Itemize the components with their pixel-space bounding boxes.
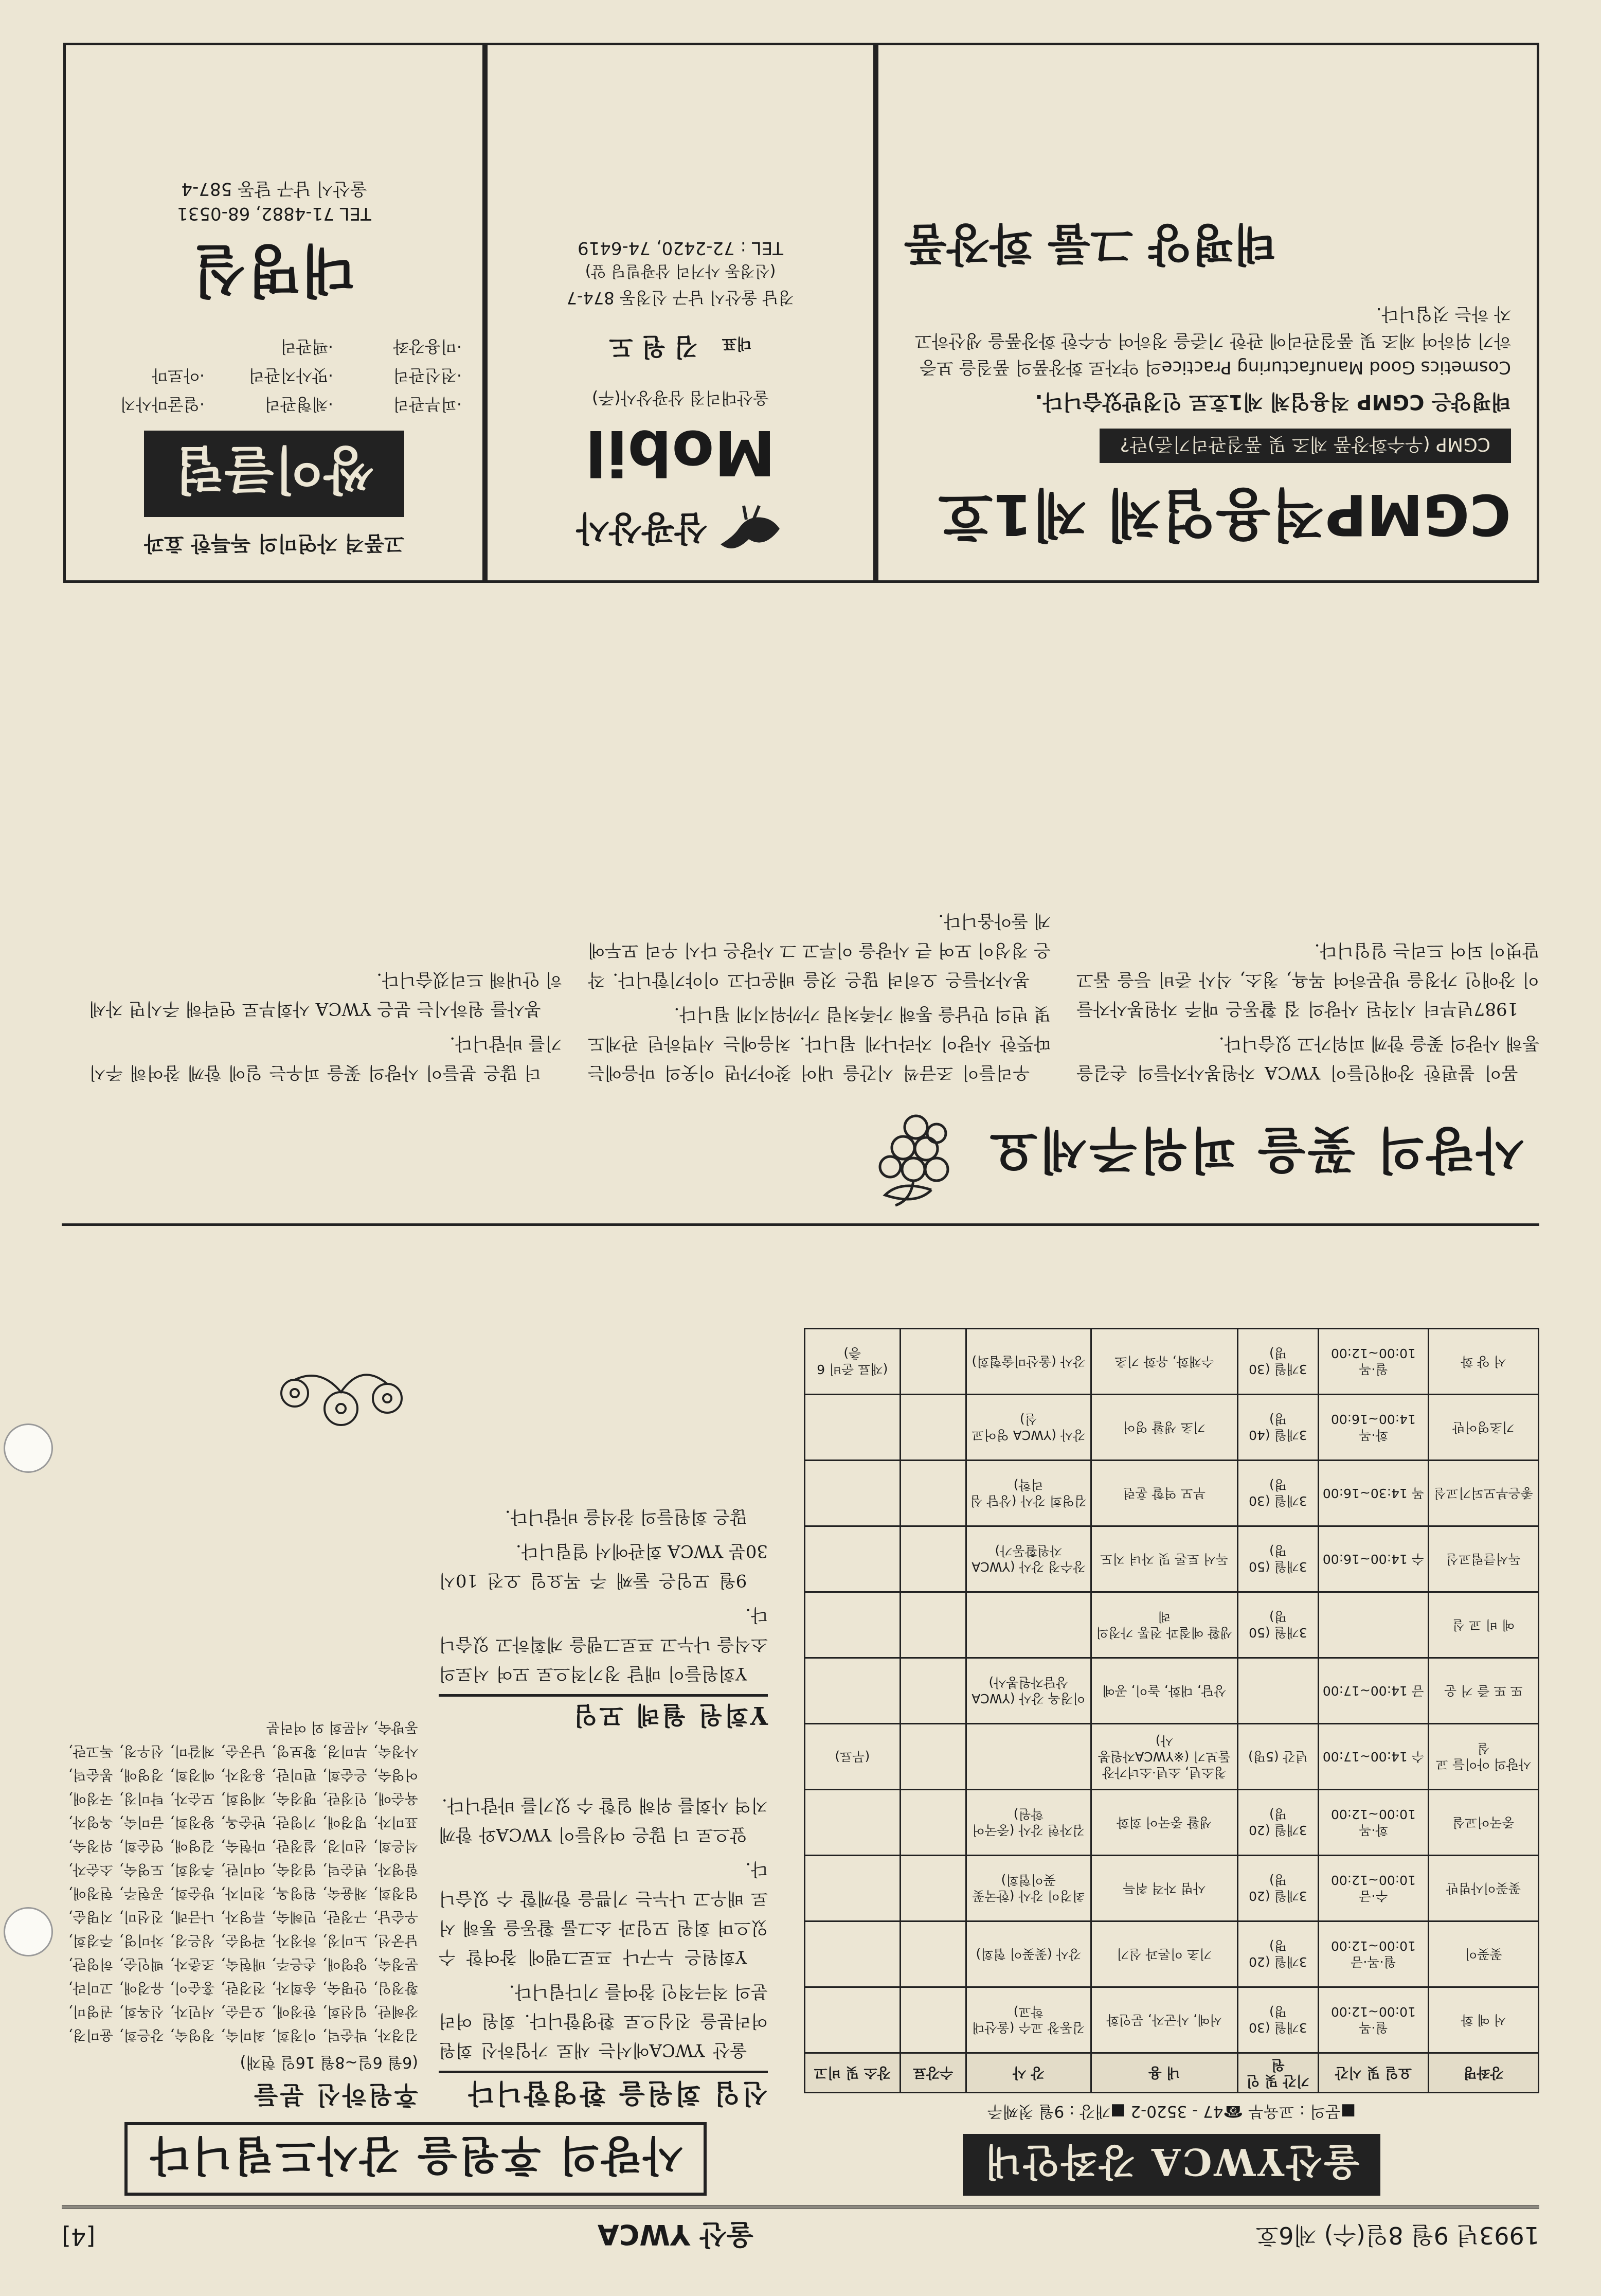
program-cell: 김영희 강사 (상담 심리학) [966, 1461, 1091, 1526]
program-cell: 목 14:30~16:00 [1318, 1461, 1428, 1526]
mobil-address: 경남 울산시 남구 신정동 874-7 [566, 288, 795, 308]
col-header: 강좌명 [1428, 2053, 1538, 2093]
program-cell: 화·목 14:00~16:00 [1318, 1395, 1428, 1461]
members-paragraph: Y회원은 누구나 프로그램에 참여할 수 있으며 회원 모임과 소그룹 활동을 통해 서로 배우고 나누는 기쁨을 함께할 수 있습니다. [439, 1859, 768, 1967]
program-cell: 이경옥 강사 (YWCA상담자원봉사) [966, 1658, 1091, 1724]
program-cell: 3개월 (30명) [1237, 1329, 1318, 1395]
program-cell: 사랑의 아이들 교실 [1428, 1724, 1538, 1790]
love-paragraph: 1987년부터 시작된 사랑의 집 활동은 매주 자원봉사자들이 장애인 가정을 방문하여 목욕, 청소, 식사 준비 등을 돕고 말벗이 되어 드리는 일입니다. [1076, 940, 1539, 1019]
program-cell: 생활 중국어 회화 [1091, 1790, 1237, 1856]
love-paragraph: 더 많은 분들이 사랑의 꽃을 피우는 일에 함께 참여해 주시기를 바랍니다. [89, 1033, 562, 1083]
program-cell [805, 1395, 901, 1461]
program-cell: 상담, 대화, 놀이, 공예 [1091, 1658, 1237, 1724]
volunteer-title: Y회원 월례 모임 [439, 1694, 768, 1735]
love-paragraph: 우리들이 조금씩 시간을 내어 찾아가면 이웃의 마음에는 따뜻한 사랑이 자라나게 됩니다. 처음에는 서먹하던 관계도 몇 번의 만남을 통해 가족처럼 가까워지게 됩니다. [588, 1004, 1051, 1083]
program-cell: 예 비 교 실 [1428, 1592, 1538, 1658]
silk-service: ·체형관리 [264, 395, 333, 414]
mobil-brand: Mobil [585, 416, 776, 488]
program-cell [900, 1526, 966, 1592]
punch-hole [4, 1907, 53, 1956]
program-cell: 금 14:00~17:00 [1318, 1658, 1428, 1724]
ad-cgmp [876, 43, 1539, 583]
donor-names: 김경자, 박순덕, 이정희, 최미숙, 정영숙, 강은희, 윤미경, 장혜란, 임선희, 한정애, 오금순, 서민자, 신옥희, 권영미, 황정임, 안명숙, 송희자, 전경란, 홍순이, 유경애, 고미라, 문정숙, 양영애, 손은주, 배현숙, 조춘자, 백인순, 허영란, 남궁선, 노미정, 하정자, 곽영순, 성은경, 차미영, 주경희, 우순남, 구정란, 민혜숙, 류영자, 나금례, 진선미, 지명순, 엄정희, 채윤숙, 원영옥, 천미자, 방순희, 공현주, 현정애, 함영자, 변순덕, 염경숙, 여미란, 추정희, 도영숙, 소순자, 석은희, 선미경, 설정란, 마현숙, 길영애, 연순희, 위정숙, 표미자, 명경애, 기영란, 반순옥, 왕정희, 금미숙, 옥영자, 육순애, 인정란, 맹경숙, 제영희, 모순자, 탁미정, 국정애, 어영숙, 은순희, 편미란, 용정자, 예경희, 경영애, 봉순덕, 사정숙, 부미경, 황보영, 남궁순, 제갈미, 선우정, 독고란, 동방숙, 서문희 외 여러분 [68, 1719, 418, 2043]
program-cell [966, 1592, 1091, 1658]
program-cell: 수채화, 유화 기초 [1091, 1329, 1237, 1395]
program-row [805, 1329, 1539, 1395]
mobil-address-note: (신정동 사거리 삼광빌딩 앞) [585, 262, 776, 280]
donor-period: (6월 6일~8월 16일 현재) [240, 2053, 418, 2071]
issue-date: 1993년 9월 8일(수) 제6호 [1255, 2221, 1539, 2249]
program-cell: 중국어교실 [1428, 1790, 1538, 1856]
page-number: [4] [62, 2223, 96, 2251]
program-cell [900, 1461, 966, 1526]
silk-service: ·미용강좌 [393, 337, 462, 357]
program-cell [805, 1592, 901, 1658]
program-cell: 좋은부모되기교실 [1428, 1461, 1538, 1526]
silk-badge: 쌍이클럽 [144, 431, 404, 517]
program-cell: 독서 토론 및 자녀 지도 [1091, 1526, 1237, 1592]
love-article [63, 593, 1539, 1211]
program-cell: 기초영어반 [1428, 1395, 1538, 1461]
cgmp-headline: CGMP적용업체 제1호 [938, 482, 1511, 547]
col-header: 내 용 [1091, 2053, 1237, 2093]
program-guide-info: ■문의 : 교육부 ☎47 - 3520-2 ■개강 : 9월 첫째주 [987, 2102, 1356, 2121]
love-paragraph: 봉사를 원하시는 분은 YWCA 사회부로 연락해 주시면 자세히 안내해 드리겠습니다. [89, 969, 562, 1019]
cgmp-badge: CGMP (우수화장품 제조 및 품질관리기준)란? [1100, 429, 1511, 463]
program-row [805, 1592, 1539, 1658]
program-cell: 월·목 10:00~12:00 [1318, 1329, 1428, 1395]
program-cell [900, 1921, 966, 1987]
bird-logo-icon [718, 503, 785, 560]
program-cell: 수·금 10:00~12:00 [1318, 1856, 1428, 1921]
program-guide [804, 1259, 1539, 2196]
col-header: 수강료 [900, 2053, 966, 2093]
program-cell: 수 14:00~17:00 [1318, 1724, 1428, 1790]
program-cell: 서 예 화 [1428, 1987, 1538, 2053]
love-paragraph: 봉사자들은 오히려 많은 것을 배운다고 이야기합니다. 작은 정성이 모여 큰 사랑을 이루고 그 사랑은 다시 우리 모두에게 돌아옵니다. [588, 911, 1051, 990]
program-cell: 김자현 강사 (중국어학원) [966, 1790, 1091, 1856]
silk-brand: 대명실 [192, 237, 356, 303]
love-paragraph: 몸이 불편한 장애인들이 YWCA 자원봉사자들의 손길을 통해 사랑의 꽃을 함께 피워가고 있습니다. [1076, 1033, 1539, 1083]
program-cell: 사범 자격 취득 [1091, 1856, 1237, 1921]
program-cell: 3개월 (20명) [1237, 1790, 1318, 1856]
program-cell: 서 양 화 [1428, 1329, 1538, 1395]
program-cell [805, 1461, 901, 1526]
program-cell: 강사 (울산미술협회) [966, 1329, 1091, 1395]
program-row [805, 1987, 1539, 2053]
program-cell: 김동창 교수 (울산대학교) [966, 1987, 1091, 2053]
cgmp-body: Cosmetics Good Manufacturing Practice의 약자로 화장품의 품질을 보증하기 위하여 제조 및 품질관리에 관한 기준을 정하여 우수한 화장품을 생산하고자 하는 것입니다. [914, 304, 1511, 378]
program-row [805, 1461, 1539, 1526]
program-cell: 꽃꽂이사범반 [1428, 1856, 1538, 1921]
program-cell [900, 1592, 966, 1658]
program-cell: 월·목 10:00~12:00 [1318, 1987, 1428, 2053]
program-row [805, 1526, 1539, 1592]
mobil-rep-label: 대표 [722, 334, 752, 352]
program-cell: 꽃꽂이 [1428, 1921, 1538, 1987]
program-cell: 3개월 (20명) [1237, 1921, 1318, 1987]
program-cell: 3개월 (50명) [1237, 1526, 1318, 1592]
program-table [804, 1328, 1539, 2093]
page-header [62, 2205, 1539, 2265]
mobil-tel: TEL : 72-2420, 74-6419 [578, 238, 783, 258]
program-cell [805, 1856, 901, 1921]
thanks-title: 사랑의 후원을 감사드립니다 [124, 2122, 706, 2196]
program-cell [900, 1856, 966, 1921]
silk-service: ·팩관리 [280, 337, 333, 357]
program-cell [805, 1658, 901, 1724]
program-cell: (무료) [805, 1724, 901, 1790]
ad-mobil [485, 43, 876, 583]
grapes-illustration [870, 1097, 973, 1211]
program-row [805, 1921, 1539, 1987]
silk-service: ·피부관리 [393, 395, 462, 414]
program-cell [900, 1395, 966, 1461]
program-row [805, 1856, 1539, 1921]
program-cell [805, 1526, 901, 1592]
program-row [805, 1395, 1539, 1461]
program-guide-title: 울산YWCA 강좌안내 [804, 2134, 1539, 2196]
program-row [805, 1658, 1539, 1724]
program-cell [966, 1724, 1091, 1790]
silk-address: 울산시 남구 달동 587-4 [181, 179, 367, 199]
program-cell: (재료 준비 6층) [805, 1329, 901, 1395]
program-cell [805, 1790, 901, 1856]
thanks-article [63, 1229, 768, 2196]
program-cell: 생활 예절과 전통 가정의례 [1091, 1592, 1237, 1658]
program-cell [805, 1921, 901, 1987]
program-cell [1237, 1658, 1318, 1724]
program-cell: 기초 생활 영어 [1091, 1395, 1237, 1461]
program-cell: 강사 (YWCA 영어교실) [966, 1395, 1091, 1461]
program-cell [1318, 1592, 1428, 1658]
program-cell [805, 1987, 901, 2053]
flower-illustration [264, 1357, 418, 1439]
cgmp-brand: 태평양 그룹 화장품 [904, 218, 1277, 270]
volunteer-paragraph: Y회원들이 매달 정기적으로 모여 서로의 소식을 나누고 프로그램을 계획하고 있습니다. [439, 1605, 768, 1684]
program-cell: 3개월 (40명) [1237, 1395, 1318, 1461]
program-cell: 청소년, 소년·소녀가장 돌보기 (※YWCA자원봉사) [1091, 1724, 1237, 1790]
mobil-subtitle: 울산대리점 삼광상사(주) [591, 388, 769, 408]
members-title: 신입 회원을 환영합니다 [439, 2071, 768, 2115]
volunteer-paragraph: 많은 회원들의 참석을 바랍니다. [505, 1506, 747, 1527]
program-table-header [805, 2053, 1539, 2093]
ad-silk [63, 43, 485, 583]
volunteer-paragraph: 9월 모임은 둘째 주 목요일 오전 10시 30분 YWCA 회관에서 열립니다. [439, 1541, 768, 1591]
col-header: 장소 및 비고 [805, 2053, 901, 2093]
cgmp-lead: 태평양은 CGMP 적용업체 제1호로 인정받았습니다. [1035, 390, 1511, 414]
program-cell: 월·목·금 10:00~12:00 [1318, 1921, 1428, 1987]
program-cell: 장수정 강사 (YWCA자원활동가) [966, 1526, 1091, 1592]
program-cell [900, 1987, 966, 2053]
program-cell: 수 14:00~16:00 [1318, 1526, 1428, 1592]
program-cell [900, 1329, 966, 1395]
donor-list [68, 1357, 418, 2115]
program-cell: 3개월 (30명) [1237, 1461, 1318, 1526]
program-row [805, 1790, 1539, 1856]
silk-service: ·전신관리 [393, 366, 462, 385]
program-cell: 서예, 사군자, 문인화 [1091, 1987, 1237, 2053]
col-header: 요일 및 시간 [1318, 2053, 1428, 2093]
mobil-company: 삼광상사 [576, 508, 708, 549]
col-header: 강 사 [966, 2053, 1091, 2093]
col-header: 기간 및 인원 [1237, 2053, 1318, 2093]
program-cell: 3개월 (30명) [1237, 1987, 1318, 2053]
divider [62, 1223, 1539, 1226]
program-cell [900, 1790, 966, 1856]
members-paragraph: 울산 YWCA에서는 새로 가입하신 회원 여러분을 진심으로 환영합니다. 회원 여러분의 적극적인 참여를 기다립니다. [439, 1981, 768, 2060]
program-cell: 강사 (꽃꽂이 협회) [966, 1921, 1091, 1987]
silk-service: ·맛사지관리 [248, 366, 333, 385]
program-cell: 년간 (5명) [1237, 1724, 1318, 1790]
program-cell: 3개월 (50명) [1237, 1592, 1318, 1658]
program-cell: 화·목 10:00~12:00 [1318, 1790, 1428, 1856]
program-row [805, 1724, 1539, 1790]
silk-tel: TEL 71-4882, 68-0531 [177, 203, 371, 224]
mobil-rep: 김 원 도 [609, 332, 698, 361]
paper-name: 울산 YWCA [597, 2218, 754, 2251]
silk-tagline: 고품격 자연미의 독특한 효과 [144, 531, 404, 555]
members-paragraph: 앞으로 더 많은 여성들이 YWCA와 함께 지역 사회를 위해 일할 수 있기를 바랍니다. [439, 1795, 768, 1845]
punch-hole [4, 1423, 53, 1473]
program-cell: 또 또 즐 거 운 [1428, 1658, 1538, 1724]
program-cell: 독서클럽교실 [1428, 1526, 1538, 1592]
donor-title: 후원하신 분들 [252, 2080, 418, 2109]
program-cell [900, 1724, 966, 1790]
program-cell: 3개월 (20명) [1237, 1856, 1318, 1921]
program-cell: 최경이 강사 (한국꽃꽂이협회) [966, 1856, 1091, 1921]
silk-service: ·아로마 [152, 366, 205, 385]
program-cell: 부모 역할 훈련 [1091, 1461, 1237, 1526]
program-cell: 기초 이론과 실기 [1091, 1921, 1237, 1987]
love-title: 사랑의 꽃을 피워주세요 [987, 1121, 1524, 1180]
program-cell [900, 1658, 966, 1724]
silk-service: ·얼굴마사지 [120, 395, 205, 414]
